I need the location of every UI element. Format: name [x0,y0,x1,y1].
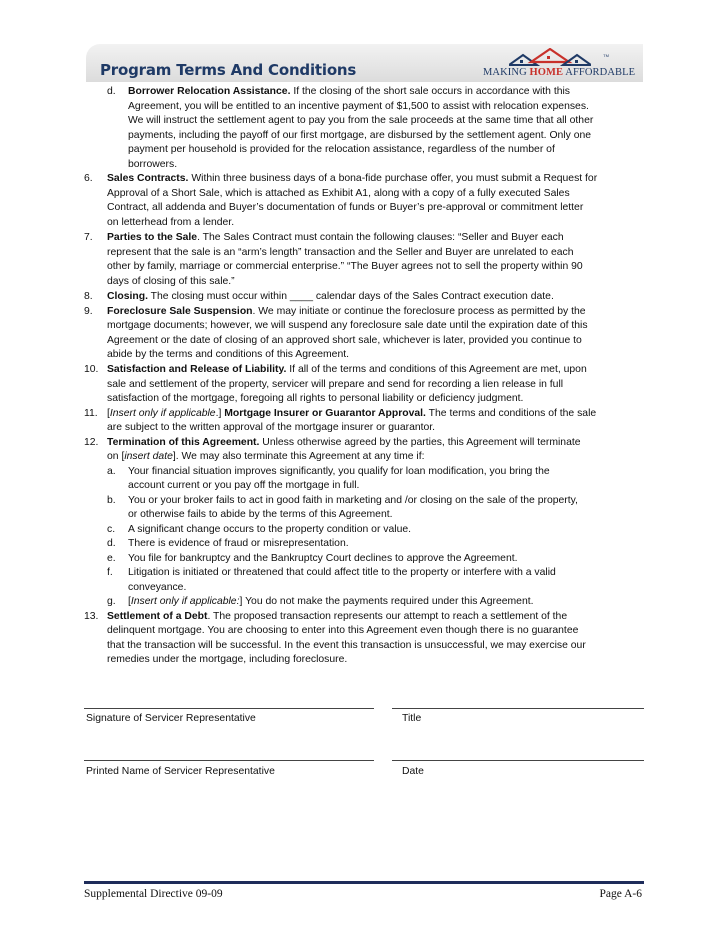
page-title: Program Terms And Conditions [100,61,357,79]
term-heading: Parties to the Sale [107,232,198,243]
term-heading: Borrower Relocation Assistance. [128,86,291,97]
term-line: that the transaction will be successful. In the event this transaction is unsuccessful, we may exercise our [107,639,586,651]
term-heading: Foreclosure Sale Suspension [107,305,253,317]
item-marker: b. [107,494,116,506]
term-line: Agreement or the date of closing of an approved short sale, whichever is later, provided you continue to [107,334,582,346]
term-heading: Closing. [107,291,148,302]
item-marker: f. [107,567,113,578]
term-line: account current or you pay off the mortgage in full. [128,480,360,491]
signature-label: Signature of Servicer Representative [86,713,256,724]
term-heading: Settlement of a Debt [107,610,208,622]
term-line: You or your broker fails to act in good faith in marketing and /or closing on the sale of the property, [128,494,578,506]
term-line: represent that the sale is an “arm’s length” transaction and the Seller and Buyer are unrelated to each [107,246,574,258]
term-text: on [ [107,451,125,462]
logo-text-post: AFFORDABLE [563,67,636,78]
term-heading: Mortgage Insurer or Guarantor Approval. [224,407,426,419]
footer-directive: Supplemental Directive 09-09 [84,888,223,900]
term-line: You file for bankruptcy and the Bankruptcy Court declines to approve the Agreement. [128,552,518,564]
term-text: . The proposed transaction represents our attempt to reach a settlement of the [207,610,568,622]
section-number: 13. [84,610,99,622]
term-line: remedies under the mortgage, including foreclosure. [107,654,348,665]
insert-note: Insert only if applicable [109,407,216,419]
term-line [128,85,570,99]
term-line [107,610,567,624]
term-line: A significant change occurs to the property condition or value. [128,523,412,535]
term-line: satisfaction of the mortgage, foregoing all rights to personal liability or deficiency judgment. [107,393,524,404]
term-line: Your financial situation improves significantly, you qualify for loan modification, you bring the [128,465,550,477]
insert-note: insert date [124,451,173,462]
term-line: Agreement, you will be entitled to an incentive payment of $1,500 to assist with relocation expenses. [128,100,589,112]
section-number: 11. [84,407,98,419]
logo-text-home: HOME [529,67,564,78]
section-number: 10. [84,364,99,375]
term-line: Contract, all addenda and Buyer’s documentation of funds or Buyer’s pre-approval or commitment letter [107,202,584,213]
term-line: borrowers. [128,158,178,170]
term-text: ] You do not make the payments required under this Agreement. [239,596,534,607]
term-line: delinquent mortgage. You are choosing to enter into this Agreement even though there is no guarantee [107,625,579,636]
title-line[interactable] [392,708,644,709]
section-number: 12. [84,436,99,448]
making-home-affordable-logo [483,48,636,80]
houses-logo-icon [509,48,591,66]
date-line[interactable] [392,760,644,761]
item-marker: d. [107,538,116,549]
term-line [107,172,597,186]
term-text: If all of the terms and conditions of this Agreement are met, upon [286,364,587,375]
term-line [107,290,554,304]
term-line: We will instruct the settlement agent to pay you from the sale proceeds at the same time that all other [128,115,594,126]
section-number: 8. [84,291,93,302]
term-line: or otherwise fails to abide by the terms of this Agreement. [128,509,393,520]
term-line [128,595,534,609]
item-marker: d. [107,86,116,97]
term-text: Within three business days of a bona-fide purchase offer, you must submit a Request for [188,173,598,184]
term-line [107,363,587,377]
footer-page-number: Page A-6 [599,888,642,900]
term-line: Litigation is initiated or threatened that could affect title to the property or interfere with a valid [128,567,556,578]
trademark-mark: TM [603,53,609,58]
term-line: mortgage documents; however, we will suspend any foreclosure sale date until the expiration date of this [107,320,588,331]
bracket-open: [ [107,407,110,419]
term-heading: Satisfaction and Release of Liability. [107,364,287,375]
term-line [107,436,581,450]
term-text: The terms and conditions of the sale [425,407,597,419]
term-line: days of closing of this sale.” [107,275,235,287]
term-line: other by family, marriage or commercial enterprise.” “The Buyer agrees not to sell the property within 90 [107,261,583,272]
term-line: payment per household is provided for the relocation assistance, regardless of the number of [128,144,555,155]
term-line: on letterhead from a lender. [107,216,235,228]
term-line: There is evidence of fraud or misrepresentation. [128,538,349,549]
signature-line[interactable] [84,708,374,709]
term-line: payments, including the payoff of our first mortgage, are disbursed by the settlement agent. Only one [128,129,592,141]
footer-rule [84,881,644,884]
date-label: Date [402,766,424,777]
term-line: conveyance. [128,581,187,593]
term-text: . We may initiate or continue the foreclosure process as permitted by the [252,305,586,317]
insert-note: Insert only if applicable: [130,596,240,607]
item-marker: e. [107,552,116,564]
term-text: ]. We may also terminate this Agreement at any time if: [172,451,425,462]
bracket-close: .] [215,407,225,419]
section-number: 6. [84,173,93,184]
term-heading: Termination of this Agreement. [107,436,260,448]
header-banner [86,44,643,82]
section-number: 7. [84,232,93,243]
item-marker: a. [107,465,116,477]
term-heading: Sales Contracts. [107,173,189,184]
section-number: 9. [84,305,93,317]
logo-wordmark [483,67,636,78]
bracket-open: [ [128,596,131,607]
term-line [107,407,596,421]
logo-text-pre: MAKING [483,67,530,78]
term-text: If the closing of the short sale occurs in accordance with this [290,86,570,97]
printed-name-label: Printed Name of Servicer Representative [86,766,275,777]
item-marker: g. [107,596,116,607]
term-line: are subject to the written approval of the mortgage insurer or guarantor. [107,422,436,433]
term-line [107,231,564,245]
term-line: Approval of a Short Sale, which is attached as Exhibit A1, along with a copy of a fully executed Sales [107,187,570,199]
term-line [107,450,424,464]
term-line: abide by the terms and conditions of this Agreement. [107,349,350,360]
term-text: Unless otherwise agreed by the parties, this Agreement will terminate [259,436,581,448]
term-line [107,305,586,319]
term-text: The closing must occur within ____ calendar days of the Sales Contract execution date. [147,291,554,302]
printed-name-line[interactable] [84,760,374,761]
term-line: sale and settlement of the property, servicer will prepare and send for recording a lien release in full [107,378,564,390]
term-text: . The Sales Contract must contain the following clauses: “Seller and Buyer each [197,232,564,243]
title-label: Title [402,713,422,724]
item-marker: c. [107,523,116,535]
